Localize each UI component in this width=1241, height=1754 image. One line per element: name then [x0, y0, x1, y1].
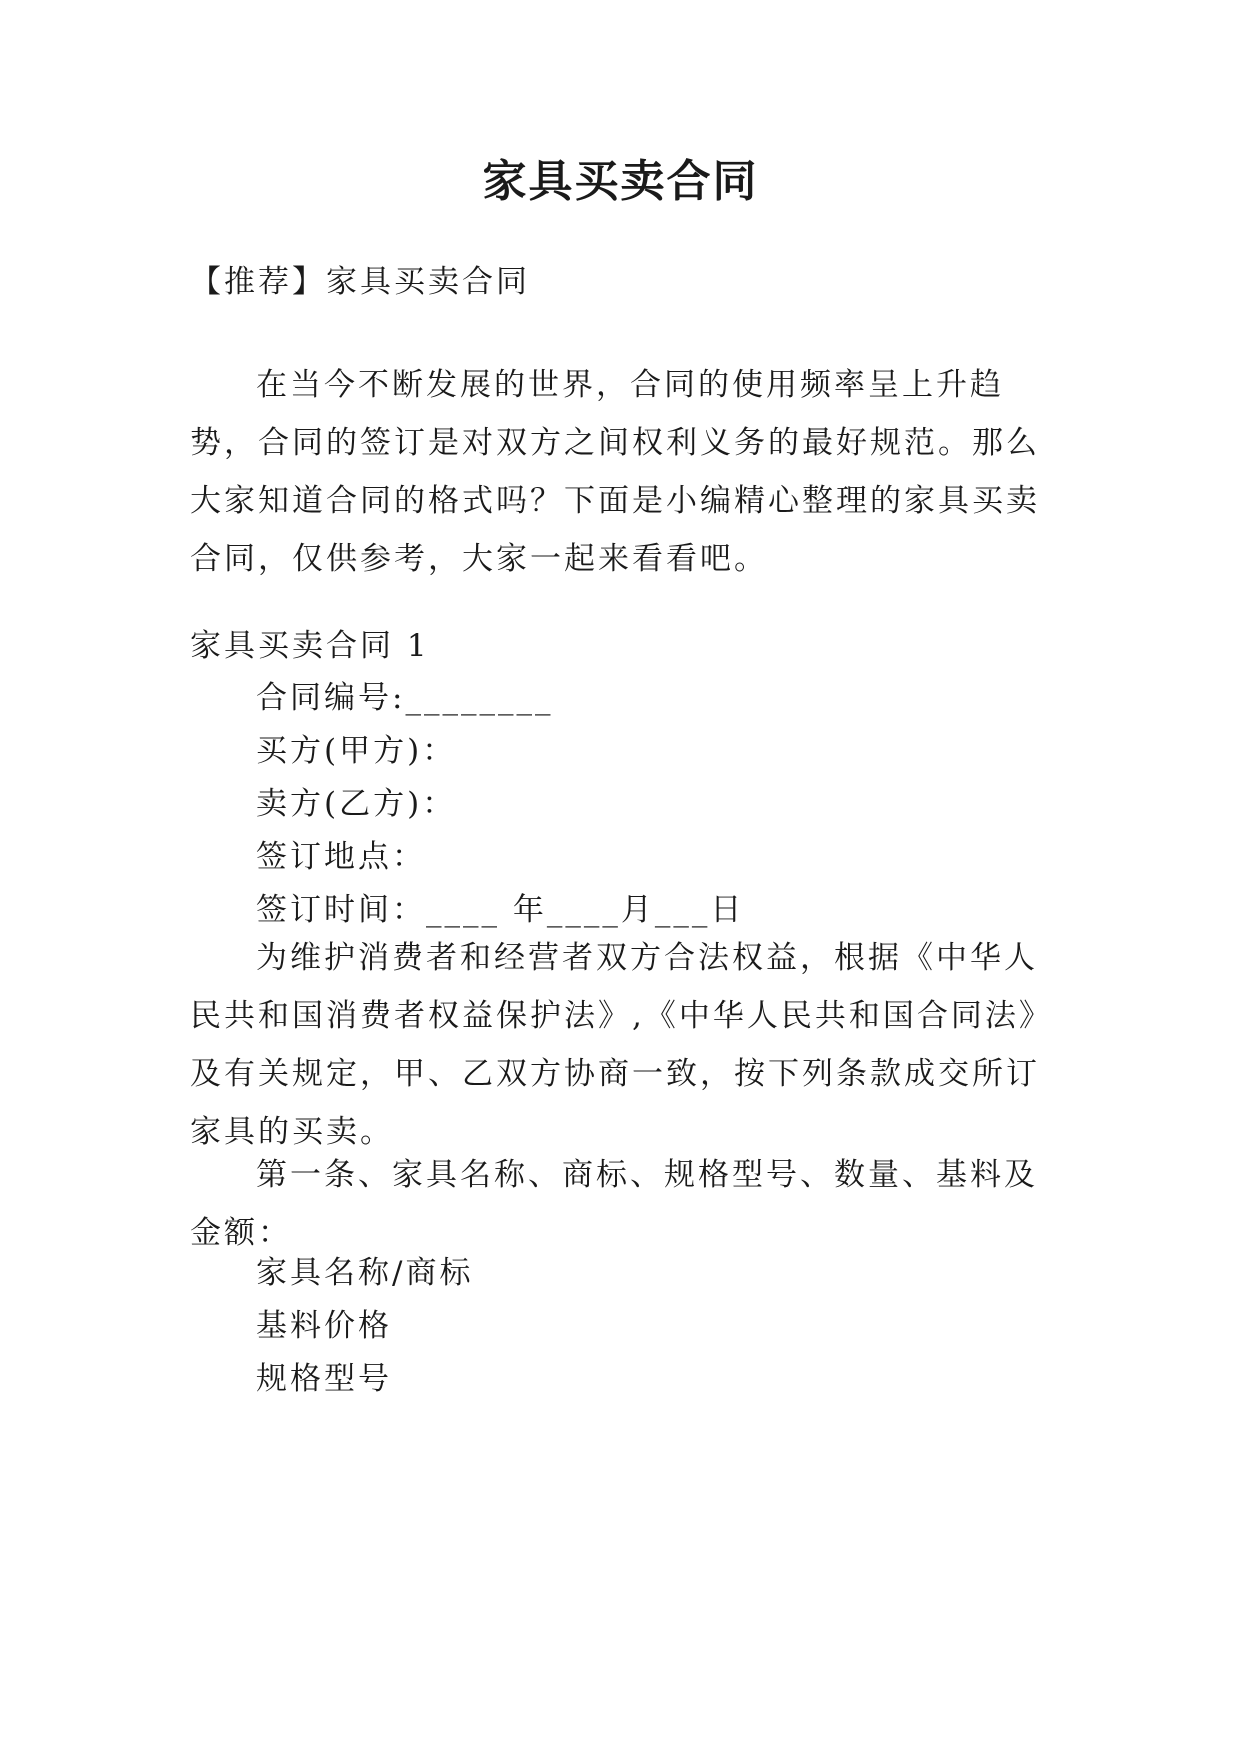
list-item: 基料价格 [256, 1308, 392, 1344]
article-one [190, 1146, 1055, 1262]
list-item: 家具名称/商标 [256, 1255, 474, 1291]
section-heading: 家具买卖合同 1 [190, 628, 430, 664]
document-title: 家具买卖合同 [482, 156, 759, 207]
intro-paragraph [190, 356, 1055, 588]
intro-paragraph-text: 在当今不断发展的世界，合同的使用频率呈上升趋势，合同的签订是对双方之间权利义务的最好规范。那么大家知道合同的格式吗？下面是小编精心整理的家具买卖合同，仅供参考，大家一起来看看吧。 [190, 367, 1040, 577]
article-one-text: 第一条、家具名称、商标、规格型号、数量、基料及金额： [190, 1157, 1038, 1251]
signing-time-field: 签订时间：____ 年____月___日 [256, 892, 745, 928]
signing-place-field: 签订地点： [256, 839, 426, 875]
buyer-field: 买方(甲方)： [256, 733, 457, 769]
preamble-paragraph-text: 为维护消费者和经营者双方合法权益，根据《中华人民共和国消费者权益保护法》,《中华人民共和国合同法》及有关规定，甲、乙双方协商一致，按下列条款成交所订家具的买卖。 [190, 940, 1053, 1150]
seller-field: 卖方(乙方)： [256, 786, 457, 822]
preamble-paragraph [190, 929, 1055, 1161]
recommend-line: 【推荐】家具买卖合同 [190, 264, 530, 300]
contract-number-field: 合同编号:________ [256, 680, 554, 716]
list-item: 规格型号 [256, 1361, 392, 1397]
